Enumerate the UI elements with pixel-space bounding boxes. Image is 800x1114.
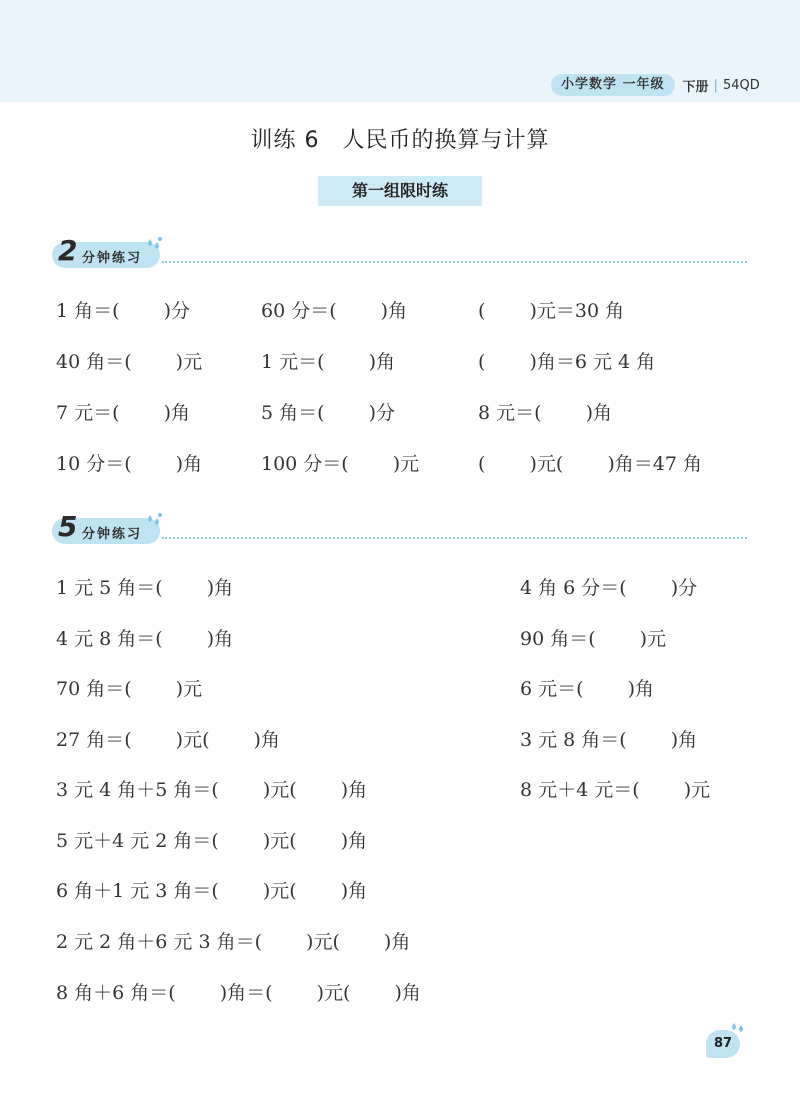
question: 40 角＝( )元 [56, 351, 203, 373]
page-number: 87 [706, 1030, 740, 1058]
section-1-header [52, 236, 752, 270]
question: 6 元＝( )角 [520, 678, 654, 700]
question: 5 元＋4 元 2 角＝( )元( )角 [56, 830, 368, 852]
header-meta [551, 74, 760, 96]
question: 8 元＋4 元＝( )元 [520, 779, 711, 801]
question: 3 元 8 角＝( )角 [520, 729, 698, 751]
question: 70 角＝( )元 [56, 678, 203, 700]
water-drops-icon [144, 236, 164, 256]
question: 10 分＝( )角 [56, 453, 203, 475]
section-2-header [52, 512, 752, 546]
question: 1 角＝( )分 [56, 300, 190, 322]
question: 7 元＝( )角 [56, 402, 190, 424]
question: 5 角＝( )分 [261, 402, 395, 424]
water-drops-icon [730, 1020, 746, 1036]
header-series: 小学数学 一年级 [551, 74, 675, 96]
water-drops-icon [144, 512, 164, 532]
question: ( )元＝30 角 [478, 300, 625, 322]
header-volume: 下册 [682, 79, 709, 95]
question: 6 角＋1 元 3 角＝( )元( )角 [56, 880, 368, 902]
question: ( )角＝6 元 4 角 [478, 351, 656, 373]
question: 4 角 6 分＝( )分 [520, 577, 698, 599]
section-minutes: 2 [58, 234, 78, 267]
page-title: 训练 6 人民币的换算与计算 [250, 128, 550, 153]
question: 100 分＝( )元 [261, 453, 420, 475]
section-label: 分钟练习 [82, 251, 143, 266]
question: 3 元 4 角＋5 角＝( )元( )角 [56, 779, 368, 801]
question: 90 角＝( )元 [520, 628, 667, 650]
question: 60 分＝( )角 [261, 300, 408, 322]
page-subtitle: 第一组限时练 [318, 176, 482, 206]
question: 1 元 5 角＝( )角 [56, 577, 234, 599]
section-minutes: 5 [58, 510, 78, 543]
section-divider [162, 261, 747, 263]
question: 8 角＋6 角＝( )角＝( )元( )角 [56, 982, 421, 1004]
header-separator: | [713, 77, 718, 93]
header-code: 54QD [722, 77, 760, 93]
question: ( )元( )角＝47 角 [478, 453, 702, 475]
question: 1 元＝( )角 [261, 351, 395, 373]
question: 2 元 2 角＋6 元 3 角＝( )元( )角 [56, 931, 411, 953]
question: 8 元＝( )角 [478, 402, 612, 424]
question: 27 角＝( )元( )角 [56, 729, 280, 751]
section-divider [162, 537, 747, 539]
section-label: 分钟练习 [82, 527, 143, 542]
question: 4 元 8 角＝( )角 [56, 628, 234, 650]
